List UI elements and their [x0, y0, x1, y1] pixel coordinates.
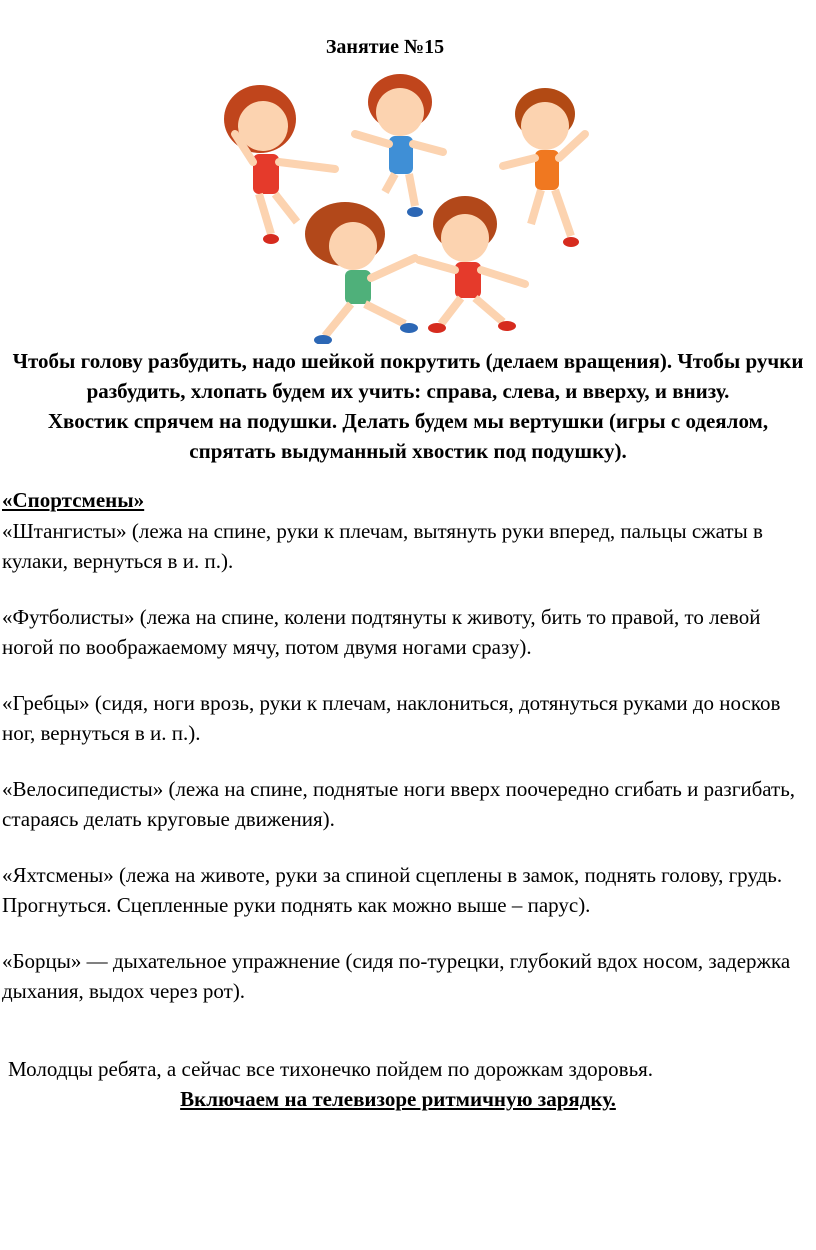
children-exercising-icon	[205, 74, 605, 344]
exercise-item: «Гребцы» (сидя, ноги врозь, руки к плечам, наклониться, дотянуться руками до носков ног, вернуться в и. п.).	[2, 691, 781, 745]
closing	[8, 1054, 788, 1114]
exercise-list	[2, 516, 812, 1032]
child-figure-4	[305, 202, 418, 344]
exercise-item: «Борцы» — дыхательное упражнение (сидя по-турецки, глубокий вдох носом, задержка дыхания, выдох через рот).	[2, 949, 791, 1003]
poem-paragraph: Чтобы голову разбудить, надо шейкой покрутить (делаем вращения). Чтобы ручки разбудить, хлопать будем их учить: справа, слева, и вверху, и внизу.	[12, 349, 804, 403]
exercise-item: «Штангисты» (лежа на спине, руки к плечам, вытянуть руки вперед, пальцы сжаты в кулаки, вернуться в и. п.).	[2, 519, 763, 573]
child-figure-5	[419, 196, 525, 333]
poem	[8, 346, 808, 466]
page-title: Занятие №15	[325, 36, 445, 58]
exercise-item: «Футболисты» (лежа на спине, колени подтянуты к животу, бить то правой, то левой ногой по воображаемому мячу, потом двумя ногами сразу).	[2, 605, 761, 659]
poem-paragraph: Хвостик спрячем на подушки. Делать будем мы вертушки (игры с одеялом, спрятать выдуманный хвостик под подушку).	[47, 409, 769, 463]
exercise-item: «Яхтсмены» (лежа на животе, руки за спиной сцеплены в замок, поднять голову, грудь. Прогнуться. Сцепленные руки поднять как можно выше – парус).	[2, 863, 783, 917]
closing-text: Молодцы ребята, а сейчас все тихонечко пойдем по дорожкам здоровья.	[8, 1057, 654, 1081]
closing-final: Включаем на телевизоре ритмичную зарядку.	[180, 1087, 616, 1111]
section-title: «Спортсмены»	[2, 488, 145, 512]
child-figure-2	[355, 74, 443, 217]
exercise-item: «Велосипедисты» (лежа на спине, поднятые ноги вверх поочередно сгибать и разгибать, стараясь делать круговые движения).	[2, 777, 796, 831]
child-figure-3	[503, 88, 585, 247]
